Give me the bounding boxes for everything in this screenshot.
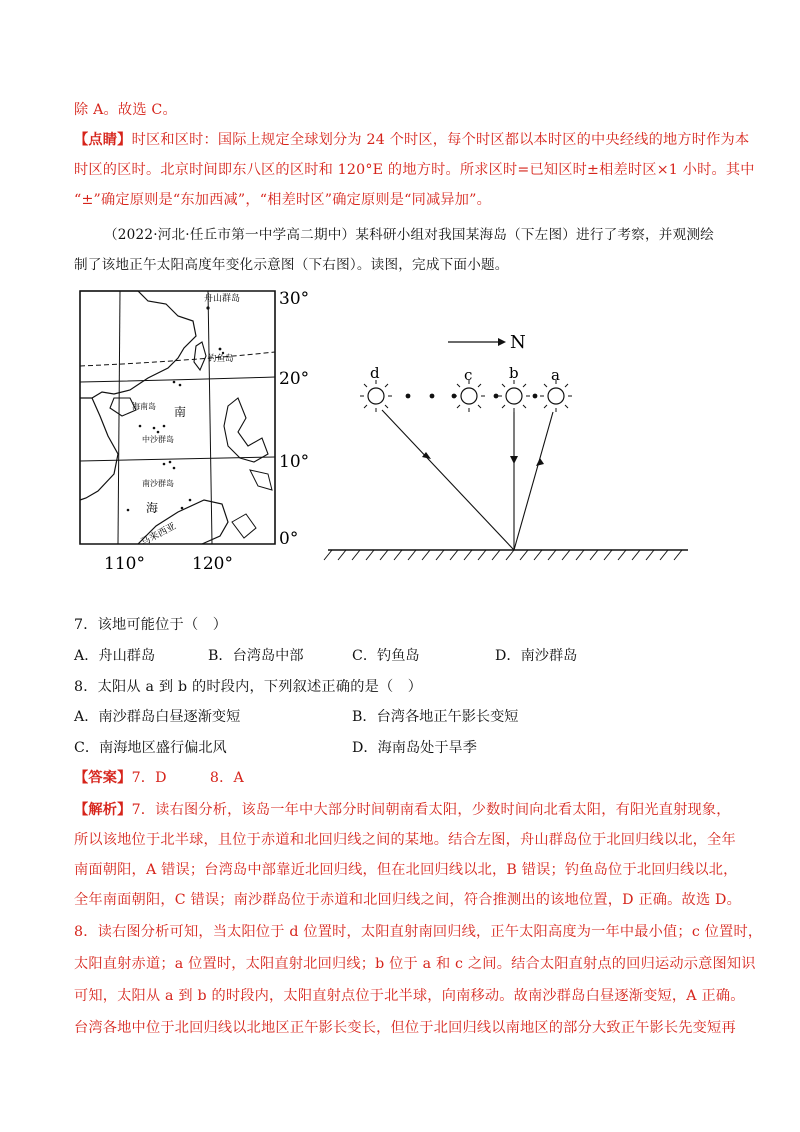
analysis-line-6: 太阳直射赤道；a 位置时，太阳直射北回归线；b 位于 a 和 c 之间。结合太阳直射点的回归运动示意图知识 — [74, 956, 756, 972]
prev-answer-tail: 除 A。故选 C。 — [74, 102, 177, 118]
sun-d-icon — [360, 380, 392, 412]
analysis-line-8: 台湾各地中位于北回归线以北地区正午影长变长，但位于北回归线以南地区的部分大致正午影长先变短再 — [74, 1020, 736, 1036]
label-nansha: 南沙群岛 — [142, 479, 174, 488]
analysis-line-2: 所以该地位于北半球，且位于赤道和北回归线之间的某地。结合左图，舟山群岛位于北回归线以北，全年 — [74, 832, 736, 848]
lat-30-label: 30° — [279, 289, 310, 309]
figure-svg — [78, 286, 778, 586]
q8-stem: 8．太阳从 a 到 b 的时段内，下列叙述正确的是（ ） — [74, 679, 423, 695]
answer-text: 7．D 8．A — [131, 770, 244, 786]
sun-diagram — [324, 332, 688, 560]
sun-a-icon — [540, 380, 572, 412]
dianjing-line-3: “±”确定原则是“东加西减”，“相差时区”确定原则是“同减异加”。 — [74, 192, 492, 208]
ground-hatch — [324, 550, 682, 560]
lon-120-label: 120° — [192, 554, 233, 574]
intro-line-1: （2022·河北·任丘市第一中学高二期中）某科研小组对我国某海岛（下左图）进行了考察，并观测绘 — [104, 227, 714, 243]
analysis-line-5: 8．读右图分析可知，当太阳位于 d 位置时，太阳直射南回归线，正午太阳高度为一年中最小值；c 位置时， — [74, 924, 763, 940]
lon-110-label: 110° — [104, 554, 145, 574]
sun-b-label: b — [509, 364, 519, 382]
sun-c-label: c — [464, 366, 473, 384]
label-nan: 南 — [174, 405, 187, 419]
dianjing-text-1: 时区和区时：国际上规定全球划分为 24 个时区，每个时区都以本时区的中央经线的地方时作为本 — [131, 132, 750, 148]
q8-option-d[interactable]: D．海南岛处于旱季 — [352, 740, 477, 756]
label-diaoyu: 钓鱼岛 — [208, 354, 234, 364]
label-hai: 海 — [146, 501, 159, 515]
lat-20-label: 20° — [279, 369, 310, 389]
analysis-line-4: 全年南面朝阳，C 错误；南沙群岛位于赤道和北回归线之间，符合推测出的该地位置，D 正确。故选 D。 — [74, 892, 742, 908]
q8-option-c[interactable]: C．南海地区盛行偏北风 — [74, 740, 227, 756]
sun-c-icon — [453, 380, 485, 412]
label-zhongsha: 中沙群岛 — [142, 435, 174, 444]
q7-option-c[interactable]: C．钓鱼岛 — [352, 648, 420, 664]
north-label: N — [510, 332, 526, 353]
lat-0-label: 0° — [279, 529, 299, 549]
sun-b-icon — [498, 380, 530, 412]
label-malaysia: 马来西亚 — [139, 520, 178, 549]
intro-line-2: 制了该地正午太阳高度年变化示意图（下右图）。读图，完成下面小题。 — [74, 257, 509, 273]
answer-tag: 【答案】 — [74, 770, 132, 786]
analysis-line-1 — [74, 799, 731, 819]
q7-option-d[interactable]: D．南沙群岛 — [495, 648, 578, 664]
figure — [78, 286, 778, 586]
q7-stem: 7．该地可能位于（ ） — [74, 617, 228, 633]
label-hainan: 海南岛 — [132, 402, 156, 411]
lat-10-label: 10° — [279, 452, 310, 472]
sun-a-label: a — [551, 366, 560, 384]
dianjing-line-2: 时区的区时。北京时间即东八区的区时和 120°E 的地方时。所求区时=已知区时±相差时区×1 小时。其中 — [74, 162, 755, 178]
dianjing-line-1 — [74, 129, 749, 149]
q8-option-b[interactable]: B．台湾各地正午影长变短 — [352, 709, 519, 725]
q8-option-a[interactable]: A．南沙群岛白昼逐渐变短 — [74, 709, 241, 725]
analysis-line-7: 可知，太阳从 a 到 b 的时段内，太阳直射点位于北半球，向南移动。故南沙群岛白昼逐渐变短，A 正确。 — [74, 988, 745, 1004]
q7-option-a[interactable]: A．舟山群岛 — [74, 648, 156, 664]
analysis-line-3: 南面朝阳，A 错误；台湾岛中部靠近北回归线，但在北回归线以北，B 错误；钓鱼岛位于北回归线以北， — [74, 862, 738, 878]
map — [80, 289, 309, 574]
dianjing-tag: 【点睛】 — [74, 132, 132, 148]
analysis-text-1: 7．读右图分析，该岛一年中大部分时间朝南看太阳，少数时间向北看太阳，有阳光直射现象， — [131, 802, 731, 818]
answer-line — [74, 767, 244, 787]
sun-d-label: d — [370, 364, 380, 382]
q7-option-b[interactable]: B．台湾岛中部 — [208, 648, 304, 664]
label-zhoushan: 舟山群岛 — [204, 294, 241, 304]
analysis-tag: 【解析】 — [74, 802, 132, 818]
